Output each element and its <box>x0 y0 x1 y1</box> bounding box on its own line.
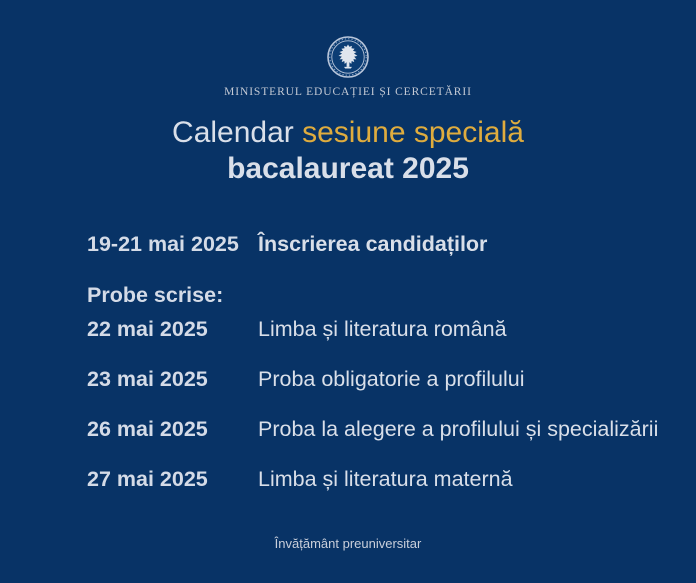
row-event: Înscrierea candidaților <box>258 232 488 256</box>
row-event: Proba la alegere a profilului și specializării <box>258 417 659 441</box>
table-row <box>87 467 696 491</box>
title-accent-text: sesiune specială <box>302 116 524 149</box>
row-event: Limba și literatura maternă <box>258 467 513 491</box>
title-line-1 <box>0 115 696 151</box>
title-normal-text: Calendar <box>172 116 303 149</box>
footer-label: Învățământ preuniversitar <box>274 536 422 551</box>
table-row <box>87 417 696 441</box>
table-row <box>87 317 696 341</box>
row-date: 27 mai 2025 <box>87 467 208 491</box>
written-exams-section-label: Probe scrise: <box>87 283 224 307</box>
ministry-name-label: MINISTERUL EDUCAȚIEI ȘI CERCETĂRII <box>224 86 472 98</box>
row-date: 22 mai 2025 <box>87 317 208 341</box>
row-date: 19-21 mai 2025 <box>87 232 239 256</box>
header <box>0 0 696 99</box>
table-row <box>87 232 696 256</box>
romanian-government-seal-icon <box>327 36 369 78</box>
row-event: Proba obligatorie a profilului <box>258 367 525 391</box>
row-date: 23 mai 2025 <box>87 367 208 391</box>
page-title <box>0 115 696 187</box>
table-row <box>87 367 696 391</box>
row-event: Limba și literatura română <box>258 317 507 341</box>
row-date: 26 mai 2025 <box>87 417 208 441</box>
title-line-2: bacalaureat 2025 <box>227 152 469 185</box>
schedule-table <box>0 232 696 491</box>
